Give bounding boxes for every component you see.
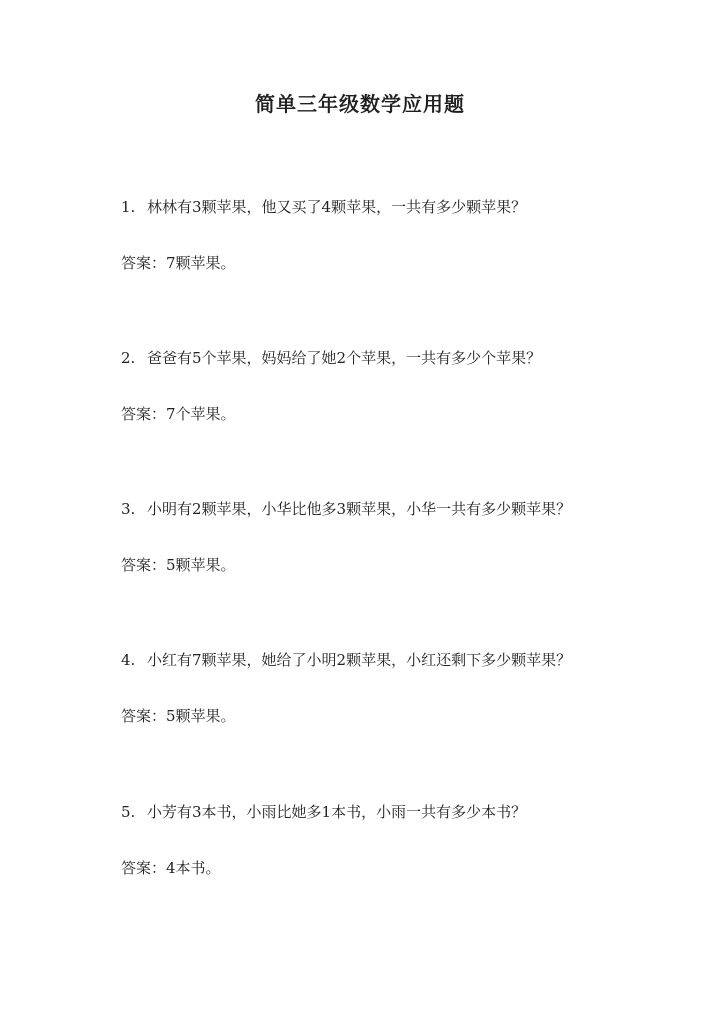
question-block-5 (121, 801, 641, 879)
question-4 (121, 649, 641, 671)
question-1 (121, 196, 641, 218)
question-2 (121, 347, 641, 369)
question-number: 4. (121, 651, 136, 669)
answer-2: 答案：7个苹果。 (121, 405, 236, 423)
question-block-2 (121, 347, 641, 425)
question-3 (121, 498, 641, 520)
question-text: 爸爸有5个苹果，妈妈给了她2个苹果，一共有多少个苹果？ (147, 349, 542, 367)
question-5 (121, 801, 641, 823)
question-block-3 (121, 498, 641, 576)
question-number: 3. (121, 500, 136, 518)
question-text: 林林有3颗苹果，他又买了4颗苹果，一共有多少颗苹果？ (147, 198, 527, 216)
question-number: 5. (121, 803, 136, 821)
question-text: 小红有7颗苹果，她给了小明2颗苹果，小红还剩下多少颗苹果？ (147, 651, 572, 669)
question-block-1 (121, 196, 641, 274)
question-number: 2. (121, 349, 136, 367)
answer-3: 答案：5颗苹果。 (121, 556, 236, 574)
question-number: 1. (121, 198, 136, 216)
answer-5: 答案：4本书。 (121, 859, 221, 877)
question-block-4 (121, 649, 641, 727)
question-text: 小明有2颗苹果，小华比他多3颗苹果，小华一共有多少颗苹果？ (147, 500, 572, 518)
page-title: 简单三年级数学应用题 (255, 92, 465, 116)
answer-1: 答案：7颗苹果。 (121, 254, 236, 272)
answer-4: 答案：5颗苹果。 (121, 707, 236, 725)
question-text: 小芳有3本书，小雨比她多1本书，小雨一共有多少本书？ (147, 803, 527, 821)
